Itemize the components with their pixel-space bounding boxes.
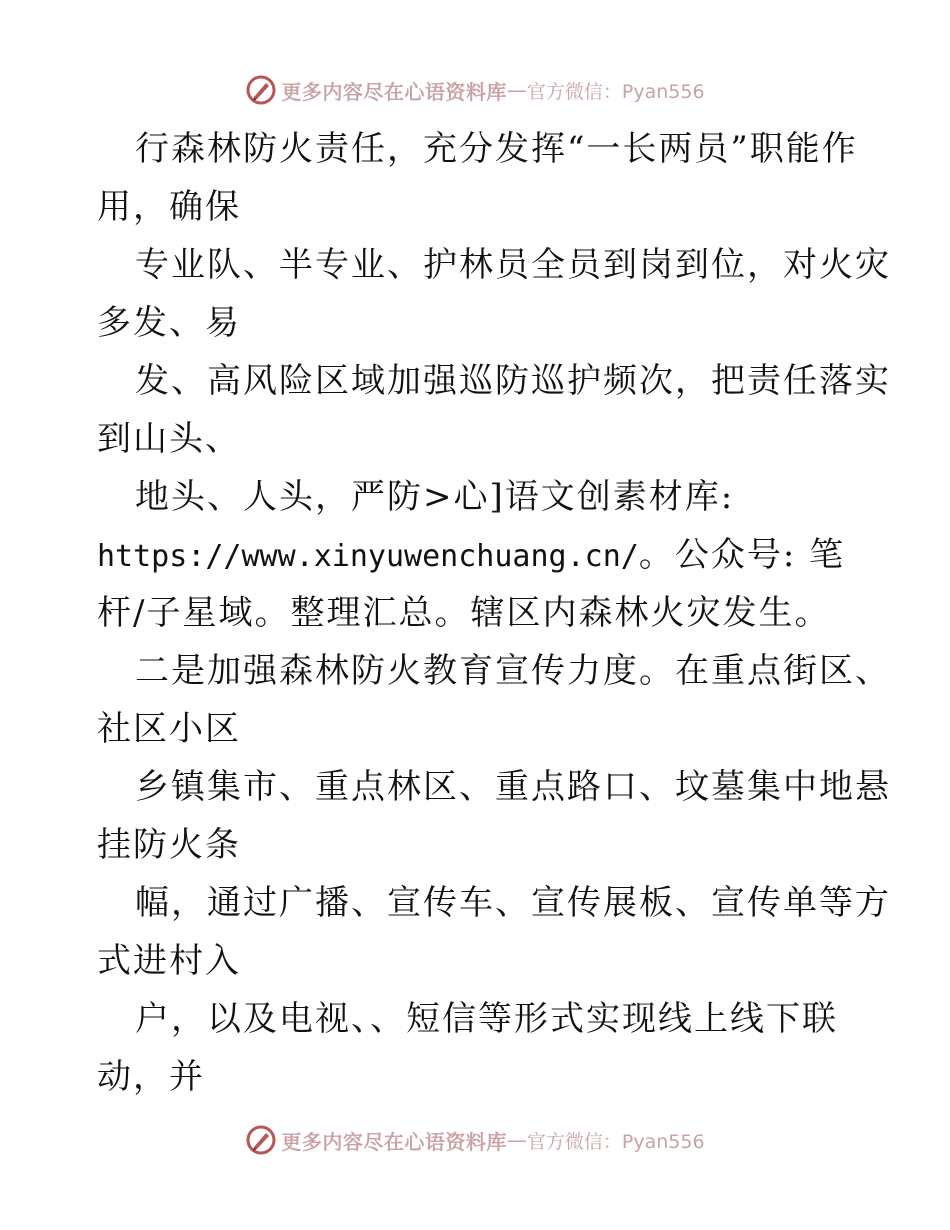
- paragraph-line: 幅，通过广播、宣传车、宣传展板、宣传单等方: [135, 883, 891, 923]
- paragraph-line: 专业队、半专业、护林员全员到岗到位，对火灾: [135, 245, 891, 285]
- url-tail-text: 。公众号: 笔: [638, 535, 846, 575]
- banner-wechat-text: 官方微信：Pyan556: [526, 1130, 705, 1153]
- banner-main-text: 更多内容尽在心语资料库: [281, 1129, 507, 1154]
- website-url: https://www.xinyuwenchuang.cn/: [97, 539, 639, 574]
- paragraph-line: 二是加强森林防火教育宣传力度。在重点街区、: [135, 651, 891, 691]
- paragraph-line: 式进村入: [97, 941, 241, 981]
- paragraph-line: 用，确保: [97, 187, 241, 227]
- banner-wechat-text: 官方微信：Pyan556: [526, 80, 705, 103]
- header-watermark: [0, 70, 950, 110]
- paragraph-line: 杆/子星域。整理汇总。辖区内森林火灾发生。: [97, 593, 831, 633]
- footer-watermark: [0, 1120, 950, 1160]
- paragraph-line: 多发、易: [97, 303, 241, 343]
- paragraph-line: 发、高风险区域加强巡防巡护频次，把责任落实: [135, 361, 891, 401]
- banner-separator: —: [506, 1128, 527, 1152]
- paragraph-line: 挂防火条: [97, 825, 241, 865]
- paragraph-line: 到山头、: [97, 419, 241, 459]
- paragraph-line: 社区小区: [97, 709, 241, 749]
- paragraph-line: 动，并: [97, 1057, 205, 1097]
- banner-separator: —: [506, 78, 527, 102]
- paragraph-line: 乡镇集市、重点林区、重点路口、坟墓集中地悬: [135, 767, 891, 807]
- paragraph-line-url: [97, 526, 845, 584]
- paragraph-line: 行森林防火责任，充分发挥“一长两员”职能作: [135, 129, 858, 169]
- paragraph-line: 地头、人头，严防>心]语文创素材库:: [135, 477, 735, 517]
- pen-logo-icon: [245, 1124, 277, 1156]
- banner-main-text: 更多内容尽在心语资料库: [281, 79, 507, 104]
- pen-logo-icon: [245, 74, 277, 106]
- paragraph-line: 户，以及电视、、短信等形式实现线上线下联: [135, 999, 838, 1039]
